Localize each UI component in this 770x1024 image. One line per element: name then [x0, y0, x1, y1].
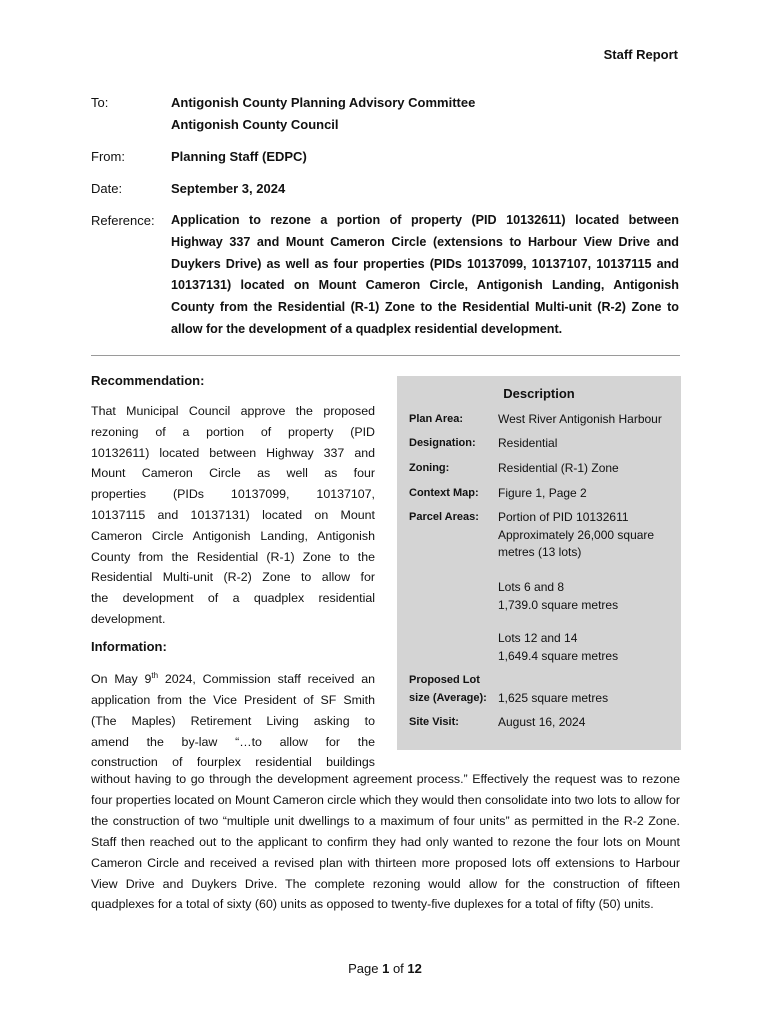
reference-line: Duykers Drive) as well as four properties (PIDs 10137099, 10137107, 10137115 and: [171, 256, 679, 271]
recommendation-heading: Recommendation:: [91, 373, 205, 388]
information-heading: Information:: [91, 639, 167, 654]
memo-reference-label: Reference:: [91, 213, 155, 228]
lots-line: Lots 6 and 8: [498, 580, 565, 594]
designation-label: Designation:: [409, 437, 476, 449]
memo-to-label: To:: [91, 95, 109, 110]
lots-6-8-value: [498, 579, 678, 614]
memo-date-label: Date:: [91, 181, 123, 196]
parcel-line: Portion of PID 10132611: [498, 510, 629, 524]
recommendation-line: properties (PIDs 10137099, 10137107,: [91, 487, 375, 502]
recommendation-line: Cameron Circle Antigonish Landing, Antigonish: [91, 528, 375, 543]
parcel-line: Approximately 26,000 square: [498, 527, 655, 542]
zoning-value: Residential (R-1) Zone: [498, 461, 619, 475]
recommendation-line: Mount Cameron Circle as well as four: [91, 466, 375, 481]
zoning-label: Zoning:: [409, 462, 450, 474]
of-word: of: [392, 961, 404, 976]
recipient-1: Antigonish County Planning Advisory Committee: [171, 95, 476, 110]
information-paragraph-full: without having to go through the development agreement process.” Effectively the request was to rezone four properties located on Mount Cameron circle which they would then consolidate into two lots to allow for the construction of two “multiple unit dwellings to a maximum of four units” as permitted in the R-2 Zone. Staff then reached out to the applicant to confirm they had only wanted to rezone the four lots on Mount Cameron Circle and received a revised plan with thirteen more proposed lots off extensions to Harbour View Drive and Duykers Drive. The complete rezoning would allow for the construction of fifteen quadplexes for a total of sixty (60) units as opposed to twenty-five duplexes for a total of fifty (50) units.: [91, 772, 680, 912]
plan-area-label: Plan Area:: [409, 413, 464, 425]
recommendation-line: County from the Residential (R-1) Zone to the: [91, 549, 375, 564]
site-visit-value: August 16, 2024: [498, 715, 586, 729]
information-line: construction of fourplex residential buildings: [91, 755, 375, 770]
reference-line: County from the Residential (R-1) Zone to the Residential Multi-unit (R-2) Zone to: [171, 300, 679, 315]
context-map-label: Context Map:: [409, 487, 479, 499]
proposed-lot-value: 1,625 square metres: [498, 691, 609, 705]
lots-line: 1,739.0 square metres: [498, 597, 619, 612]
recipient-2: Antigonish County Council: [171, 117, 339, 132]
recommendation-line: Residential Multi-unit (R-2) Zone to allow for: [91, 570, 375, 585]
information-first-line: [91, 666, 375, 690]
recommendation-paragraph: [91, 401, 375, 630]
recommendation-line: development.: [91, 611, 166, 626]
recommendation-line: 10137115 and 10137131) located on Mount: [91, 507, 375, 522]
lots-line: 1,649.4 square metres: [498, 648, 619, 663]
recommendation-line: rezoning of a portion of property (PID: [91, 424, 375, 439]
proposed-lot-label-line: Proposed Lot: [409, 674, 480, 686]
designation-value: Residential: [498, 436, 558, 450]
description-sidebar: [397, 376, 681, 750]
proposed-lot-label: [409, 672, 497, 707]
memo-date-value: September 3, 2024: [171, 181, 286, 196]
ordinal-suffix: th: [151, 671, 159, 680]
information-first-line-pre: On May 9: [91, 672, 152, 687]
report-type-label: Staff Report: [603, 47, 678, 62]
site-visit-label: Site Visit:: [409, 716, 459, 728]
lots-12-14-value: [498, 630, 678, 665]
context-map-value: Figure 1, Page 2: [498, 486, 587, 500]
page-footer: [0, 961, 770, 976]
parcel-areas-label: Parcel Areas:: [409, 511, 479, 523]
memo-from-value: Planning Staff (EDPC): [171, 149, 307, 164]
memo-to-value: [171, 92, 679, 136]
reference-line: 10137131) located on Mount Cameron Circle, Antigonish Landing, Antigonish: [171, 278, 679, 293]
reference-line: Application to rezone a portion of property (PID 10132611) located between: [171, 213, 679, 227]
lots-line: Lots 12 and 14: [498, 631, 578, 645]
page-number: 1: [382, 961, 390, 976]
information-line: amend the by-law “…to allow for the: [91, 734, 375, 749]
parcel-line: metres (13 lots): [498, 545, 582, 559]
memo-from-label: From:: [91, 149, 125, 164]
reference-line: allow for the development of a quadplex residential development.: [171, 321, 563, 336]
total-pages: 12: [407, 961, 422, 976]
recommendation-line: the development of a quadplex residential: [91, 591, 375, 606]
page-word: Page: [348, 961, 379, 976]
description-title: Description: [503, 386, 575, 401]
information-line: (The Maples) Retirement Living asking to: [91, 713, 375, 728]
information-line: application from the Vice President of SF Smith: [91, 692, 375, 707]
section-divider: [91, 355, 680, 356]
recommendation-line: That Municipal Council approve the proposed: [91, 404, 375, 418]
reference-line: Highway 337 and Mount Cameron Circle (extensions to Harbour View Drive and: [171, 234, 679, 249]
parcel-areas-value: [498, 509, 678, 562]
information-paragraph-narrow: [91, 666, 375, 773]
information-first-line-post: 2024, Commission staff received an: [158, 672, 375, 687]
plan-area-value: West River Antigonish Harbour: [498, 412, 662, 426]
recommendation-line: 10132611) located between Highway 337 and: [91, 445, 375, 460]
memo-reference-value: [171, 210, 679, 341]
proposed-lot-label-line: size (Average):: [409, 691, 487, 704]
